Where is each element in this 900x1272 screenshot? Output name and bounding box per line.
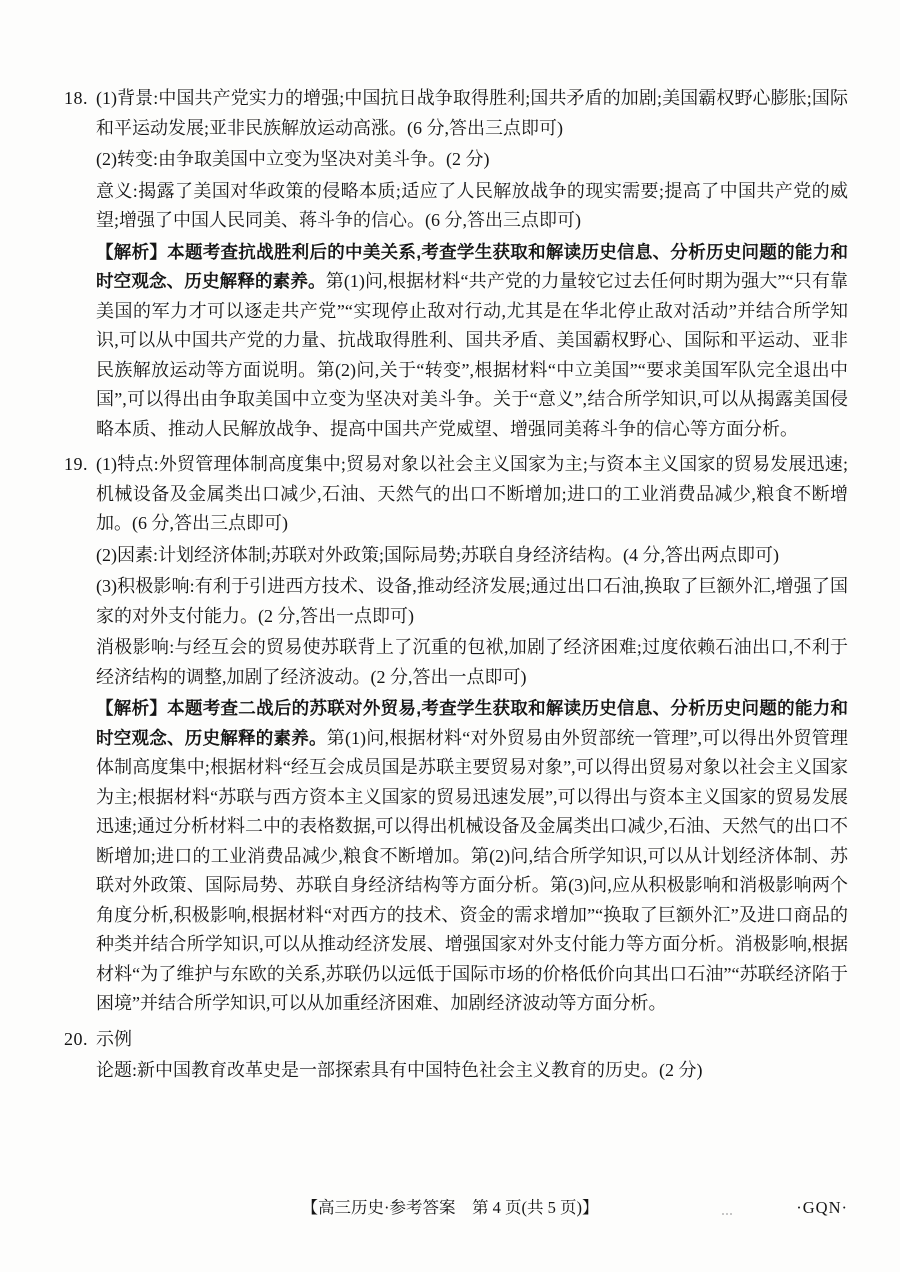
questions: [64, 84, 848, 1092]
answer-paragraph: [96, 177, 848, 236]
scan-artifact: [722, 1210, 732, 1215]
answer-paragraph: [96, 1025, 848, 1055]
question-body: [96, 450, 848, 1021]
analysis-bold-text: 【解析】本题考查二战后的苏联对外贸易,考查学生获取和解读历史信息、分析历史问题的能力和时空观念、历史解释的素养。: [96, 698, 848, 748]
page-footer: [0, 1196, 900, 1220]
answer-paragraph: [96, 572, 848, 631]
paragraph-text: (2)转变:由争取美国中立变为坚决对美斗争。(2 分): [96, 149, 490, 169]
footer-code: ·GQN·: [796, 1198, 848, 1217]
paragraph-text: (1)背景:中国共产党实力的增强;中国抗日战争取得胜利;国共矛盾的加剧;美国霸权野心膨胀;国际和平运动发展;亚非民族解放运动高涨。(6 分,答出三点即可): [96, 88, 848, 138]
answer-paragraph: [96, 633, 848, 692]
paragraph-text: 论题:新中国教育改革史是一部探索具有中国特色社会主义教育的历史。(2 分): [96, 1060, 703, 1080]
footer-page-label: 【高三历史·参考答案 第 4 页(共 5 页)】: [301, 1198, 599, 1217]
question-item: [64, 1025, 848, 1088]
answer-paragraph: [96, 541, 848, 571]
paragraph-text: 意义:揭露了美国对华政策的侵略本质;适应了人民解放战争的现实需要;提高了中国共产党的威望;增强了中国人民同美、蒋斗争的信心。(6 分,答出三点即可): [96, 180, 848, 230]
paragraph-text: 示例: [96, 1028, 132, 1049]
analysis-paragraph: [96, 694, 848, 1019]
question-body: [96, 84, 848, 446]
question-item: [64, 84, 848, 446]
answer-paragraph: [96, 1056, 848, 1086]
paragraph-text: (3)积极影响:有利于引进西方技术、设备,推动经济发展;通过出口石油,换取了巨额外汇,增强了国家的对外支付能力。(2 分,答出一点即可): [96, 576, 848, 626]
paragraph-text: (2)因素:计划经济体制;苏联对外政策;国际局势;苏联自身经济结构。(4 分,答出两点即可): [96, 544, 779, 565]
question-number: 19.: [64, 454, 88, 474]
analysis-paragraph: [96, 238, 848, 445]
paragraph-text: 第(1)问,根据材料“共产党的力量较它过去任何时期为强大”“只有靠美国的军力才可以逐走共产党”“实现停止敌对行动,尤其是在华北停止敌对活动”并结合所学知识,可以从中国共产党的力量、抗战取得胜利、国共矛盾、美国霸权野心、国际和平运动、亚非民族解放运动等方面说明。第(2)问,关于“转变”,根据材料“中立美国”“要求美国军队完全退出中国”,可以得出由争取美国中立变为坚决对美斗争。关于“意义”,结合所学知识,可以从揭露美国侵略本质、推动人民解放战争、提高中国共产党威望、增强同美蒋斗争的信心等方面分析。: [96, 271, 848, 439]
answer-paragraph: [96, 145, 848, 175]
question-body: [96, 1025, 848, 1088]
question-number: 20.: [64, 1028, 88, 1049]
analysis-bold-text: 【解析】本题考查抗战胜利后的中美关系,考查学生获取和解读历史信息、分析历史问题的能力和时空观念、历史解释的素养。: [96, 241, 848, 291]
paragraph-text: 消极影响:与经互会的贸易使苏联背上了沉重的包袱,加剧了经济困难;过度依赖石油出口,不利于经济结构的调整,加剧了经济波动。(2 分,答出一点即可): [96, 637, 848, 687]
paragraph-text: 第(1)问,根据材料“对外贸易由外贸部统一管理”,可以得出外贸管理体制高度集中;根据材料“经互会成员国是苏联主要贸易对象”,可以得出贸易对象以社会主义国家为主;根据材料“苏联与西方资本主义国家的贸易迅速发展”,可以得出与资本主义国家的贸易发展迅速;通过分析材料二中的表格数据,可以得出机械设备及金属类出口减少,石油、天然气的出口不断增加;进口的工业消费品减少,粮食不断增加。第(2)问,结合所学知识,可以从计划经济体制、苏联对外政策、国际局势、苏联自身经济结构等方面分析。第(3)问,应从积极影响和消极影响两个角度分析,积极影响,根据材料“对西方的技术、资金的需求增加”“换取了巨额外汇”及进口商品的种类并结合所学知识,可以从推动经济发展、增强国家对外支付能力等方面分析。消极影响,根据材料“为了维护与东欧的关系,苏联仍以远低于国际市场的价格低价向其出口石油”“苏联经济陷于困境”并结合所学知识,可以从加重经济困难、加剧经济波动等方面分析。: [96, 727, 849, 1013]
question-number: 18.: [64, 88, 88, 108]
paragraph-text: (1)特点:外贸管理体制高度集中;贸易对象以社会主义国家为主;与资本主义国家的贸易发展迅速;机械设备及金属类出口减少,石油、天然气的出口不断增加;进口的工业消费品减少,粮食不断增加。(6 分,答出三点即可): [96, 454, 848, 533]
answer-paragraph: [96, 450, 848, 539]
question-item: [64, 450, 848, 1021]
answer-paragraph: [96, 84, 848, 143]
